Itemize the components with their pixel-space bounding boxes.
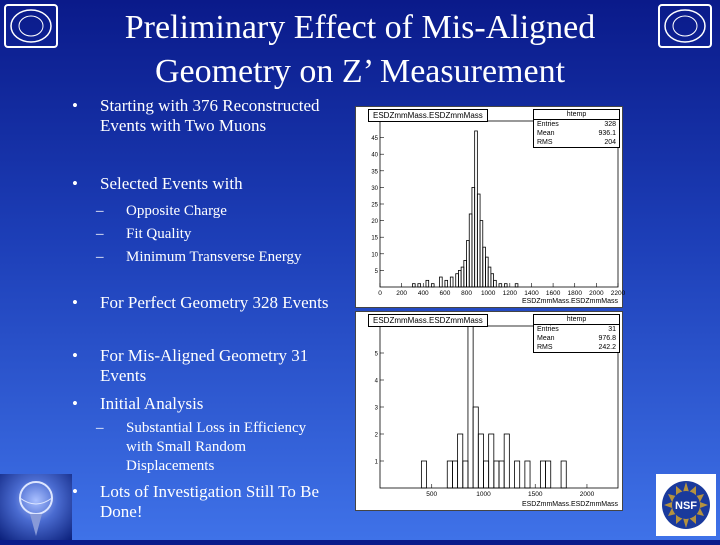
stats-key: RMS <box>537 139 553 146</box>
y-tick-label: 10 <box>371 252 378 259</box>
histogram-bar <box>421 461 426 488</box>
stats-box-name: htemp <box>534 110 619 120</box>
histogram-1-xtitle: ESDZmmMass.ESDZmmMass <box>521 298 618 305</box>
histogram-bar <box>445 280 448 287</box>
bullet-dot: • <box>72 174 78 193</box>
cern-logo-right <box>658 4 712 48</box>
histogram-bar <box>447 461 452 488</box>
y-tick-label: 2 <box>374 432 378 439</box>
histogram-bar <box>468 326 473 488</box>
histogram-bar <box>458 434 463 488</box>
x-tick-label: 1200 <box>502 290 518 297</box>
stats-box-name: htemp <box>534 315 619 325</box>
y-tick-label: 20 <box>371 219 378 226</box>
histogram-bar <box>525 461 530 488</box>
cern-logo-left <box>4 4 58 48</box>
sub-bullet-item <box>96 202 326 221</box>
y-tick-label: 30 <box>371 185 378 192</box>
slide-title <box>90 6 630 94</box>
histogram-bar <box>515 284 518 287</box>
histogram-bar <box>489 434 494 488</box>
bullet-dot: • <box>72 346 78 365</box>
bullet-text: For Mis-Aligned Geometry 31 Events <box>100 346 309 385</box>
y-tick-label: 5 <box>374 351 378 358</box>
sub-bullet-text: Substantial Loss in Efficiency with Small Random Displacements <box>126 420 307 474</box>
histogram-bar <box>469 214 472 287</box>
stats-value: 204 <box>604 139 616 146</box>
x-tick-label: 2000 <box>589 290 604 297</box>
y-tick-label: 40 <box>371 152 378 159</box>
bullet-dot: • <box>72 482 78 501</box>
bullet-dot: • <box>72 96 78 115</box>
y-tick-label: 3 <box>374 405 378 412</box>
x-tick-label: 1000 <box>480 290 496 297</box>
y-tick-label: 35 <box>371 169 378 176</box>
nsf-logo <box>656 474 716 536</box>
histogram-bar <box>412 284 415 287</box>
bullet-item <box>72 482 350 522</box>
histogram-panel-2 <box>355 311 623 511</box>
histogram-bar <box>456 274 459 287</box>
histogram-bar <box>418 284 421 287</box>
stats-value: 936.1 <box>598 130 616 137</box>
histogram-bar <box>477 194 480 287</box>
sub-bullet-dash: – <box>96 203 104 219</box>
x-tick-label: 1000 <box>476 491 491 498</box>
sub-bullet-dash: – <box>96 249 104 265</box>
stats-value: 976.8 <box>598 335 616 342</box>
x-tick-label: 1500 <box>527 491 543 498</box>
histogram-bar <box>485 257 488 287</box>
histogram-bar <box>494 461 499 488</box>
stats-row <box>534 138 619 147</box>
stats-key: RMS <box>537 344 553 351</box>
sub-bullet-text: Minimum Transverse Energy <box>126 249 302 265</box>
histogram-bar <box>483 461 488 488</box>
svg-text:NSF: NSF <box>675 500 697 512</box>
stats-value: 328 <box>604 121 616 128</box>
histogram-bar <box>463 461 468 488</box>
stats-key: Entries <box>537 121 559 128</box>
sub-bullet-item <box>96 419 326 476</box>
histogram-bar <box>478 434 483 488</box>
histogram-panel-1 <box>355 106 626 308</box>
y-tick-label: 5 <box>374 268 378 275</box>
y-tick-label: 4 <box>374 378 378 385</box>
y-tick-label: 25 <box>371 202 378 209</box>
sub-bullet-text: Opposite Charge <box>126 203 227 219</box>
histogram-bar <box>540 461 545 488</box>
stats-row <box>534 343 619 352</box>
histogram-bar <box>504 284 507 287</box>
sub-bullet-dash: – <box>96 420 104 436</box>
bullet-text: Starting with 376 Reconstructed Events with Two Muons <box>100 96 320 135</box>
y-tick-label: 1 <box>374 459 378 466</box>
x-tick-label: 1600 <box>545 290 561 297</box>
histogram-bar <box>458 270 461 287</box>
histogram-bar <box>483 247 486 287</box>
stats-box-1 <box>533 109 620 148</box>
bullet-text: Lots of Investigation Still To Be Done! <box>100 482 320 521</box>
histogram-bar <box>504 434 509 488</box>
x-tick-label: 400 <box>417 290 429 297</box>
stats-key: Entries <box>537 326 559 333</box>
histogram-bar <box>499 284 502 287</box>
histogram-bar <box>464 260 467 287</box>
histogram-bar <box>452 461 457 488</box>
stats-row <box>534 129 619 138</box>
sub-bullet-item <box>96 248 316 267</box>
histogram-bar <box>561 461 566 488</box>
sub-bullet-text: Fit Quality <box>126 226 192 242</box>
histogram-bar <box>473 407 478 488</box>
stats-box-2 <box>533 314 620 353</box>
bullet-item <box>72 293 350 313</box>
histogram-bar <box>431 284 434 287</box>
bullet-dot: • <box>72 394 78 413</box>
x-tick-label: 600 <box>439 290 451 297</box>
histogram-2-title: ESDZmmMass.ESDZmmMass <box>368 314 488 327</box>
stats-row <box>534 334 619 343</box>
x-tick-label: 0 <box>378 290 382 297</box>
histogram-bar <box>450 277 453 287</box>
stats-key: Mean <box>537 335 555 342</box>
y-tick-label: 45 <box>371 136 378 143</box>
x-tick-label: 500 <box>426 491 438 498</box>
histogram-bar <box>426 280 429 287</box>
bullet-item <box>72 394 350 414</box>
slide-title-line1: Preliminary Effect of Mis-Aligned <box>124 9 596 46</box>
x-tick-label: 200 <box>396 290 408 297</box>
bullet-item <box>72 96 350 136</box>
bullet-text: Initial Analysis <box>100 394 204 413</box>
x-tick-label: 1800 <box>567 290 582 297</box>
bullet-dot: • <box>72 293 78 312</box>
stats-key: Mean <box>537 130 555 137</box>
histogram-bar <box>472 187 475 287</box>
sub-bullet-dash: – <box>96 226 104 242</box>
bullet-text: For Perfect Geometry 328 Events <box>100 293 329 312</box>
stats-value: 31 <box>608 326 616 333</box>
stats-row <box>534 325 619 334</box>
sub-bullet-item <box>96 225 326 244</box>
atlas-logo <box>0 474 72 540</box>
histogram-bar <box>480 221 483 287</box>
histogram-bar <box>461 267 464 287</box>
histogram-bar <box>491 274 494 287</box>
x-tick-label: 2200 <box>610 290 626 297</box>
bullet-text: Selected Events with <box>100 174 243 193</box>
bullet-item <box>72 174 350 194</box>
histogram-bar <box>475 131 478 287</box>
histogram-1-title: ESDZmmMass.ESDZmmMass <box>368 109 488 122</box>
histogram-bar <box>515 461 520 488</box>
x-tick-label: 800 <box>461 290 472 297</box>
stats-row <box>534 120 619 129</box>
stats-value: 242.2 <box>598 344 616 351</box>
histogram-bar <box>499 461 504 488</box>
histogram-2-xtitle: ESDZmmMass.ESDZmmMass <box>521 501 618 508</box>
histogram-bar <box>467 241 470 287</box>
histogram-bar <box>494 280 497 287</box>
y-tick-label: 15 <box>371 235 378 242</box>
x-tick-label: 1400 <box>524 290 539 297</box>
histogram-bar <box>488 267 491 287</box>
x-tick-label: 2000 <box>579 491 595 498</box>
histogram-bar <box>440 277 443 287</box>
slide-title-line2: Geometry on Z’ Measurement <box>154 53 566 90</box>
bullet-item <box>72 346 350 386</box>
histogram-bar <box>546 461 551 488</box>
